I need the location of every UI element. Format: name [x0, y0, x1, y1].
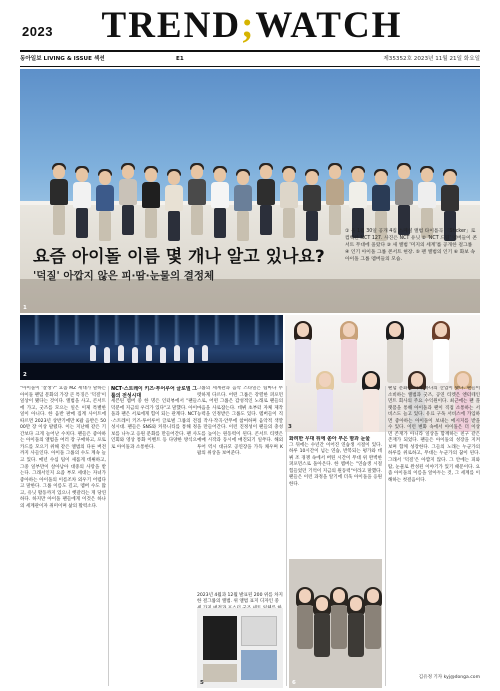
hero-shadow	[20, 279, 480, 313]
girl-group-member-figure	[385, 323, 405, 383]
article-text: "아이돌이 '잘생'?" 요즘 MZ 세대가 말하는 아이돌 팬덤 문화의 가장 큰 특징은 '덕질'이 일상이 됐다는 것이다. 앨범을 사고, 콘서트에 가고, 굿즈를 모으는 일은 이제 특별한 일이 아니다. 한 음반 판매 집계 사이트에 따르면 2023년 상반기에만 K팝 음반은 5000만 장 이상 팔렸다. 이는 지난해 같은 기간보다 크게 늘어난 수치다. 팬들은 좋아하는 아이돌의 앨범을 여러 장 구매하고, 포토카드를 모으기 위해 같은 앨범의 다른 버전까지 사들인다. 아이돌 그룹의 수도 계속 늘고 있다. 매년 수십 팀이 새롭게 데뷔하고, 그중 일부만이 살아남아 대중의 사랑을 받는다. 그래서인지 요즘 부모 세대는 자녀가 좋아하는 아이돌의 이름조차 외우기 어렵다고 말한다. 그룹 이름도 길고, 멤버 수도 많고, 유닛 활동까지 있으니 헷갈리는 게 당연하다. 하지만 아이돌 팬들에게 이것은 하나의 세계관이자 취미이며 삶의 활력소다.	[20, 386, 106, 509]
article-column-3	[197, 386, 283, 591]
publisher-label: 동아일보 LIVING & ISSUE 섹션	[20, 56, 105, 62]
dancer-figure	[160, 347, 166, 363]
subline-rule	[20, 66, 480, 67]
brand-semicolon: ;	[241, 5, 256, 46]
photo-number: 1	[23, 305, 27, 311]
photo-number: 2	[23, 372, 27, 378]
album-cover	[241, 650, 277, 680]
girl-group-member-figure	[315, 373, 335, 432]
column-divider	[108, 386, 109, 686]
concert-photo	[20, 315, 283, 380]
dancer-figure	[90, 345, 96, 361]
dancer-figure	[146, 345, 152, 361]
article-column-5	[388, 386, 480, 686]
masthead-title	[62, 4, 442, 48]
hero-caption: ① 올 1월 30일 공개 4집 스페셜 앨범 타이틀곡 「Sticker」로 컴백한 NCT 127. 사진은 NCT 유닛 ② 'NCT 드림' 멤버들이 콘서트 무대에 올랐다 ③ 새 앨범 '미지의 세계'를 공개한 걸그룹 ④ 인기 아이돌 그룹 콘서트 현장. ⑤ 팬 앨범의 인기 ⑥ 화보 속 아이돌 그룹 멤버들의 모습.	[345, 229, 477, 262]
article-column-2	[111, 386, 197, 514]
photo-number: 3	[288, 424, 292, 430]
issue-date: 제35352호 2023년 11월 21일 화요일	[383, 56, 480, 62]
brand-word-watch: WATCH	[255, 5, 403, 46]
dancer-figure	[202, 345, 208, 361]
masthead	[0, 0, 500, 62]
dancer-figure	[104, 347, 110, 363]
article-subhead: 화려한 무대 뒤에 쏟아 부은 땀과 눈물	[289, 436, 371, 442]
album-cover	[203, 664, 237, 682]
girl-group-member-figure	[361, 373, 381, 432]
girl-group-member-figure	[431, 323, 451, 383]
section-label: E1	[176, 56, 184, 62]
article-text: 팬덤 문화는 이제 하나의 산업이 됐다. 팬들이 소비하는 앨범과 굿즈, 공연 티켓은 엔터테인먼트 회사의 주요 수익원이다. 최근에는 팬 플랫폼을 통해 아이돌과 팬이 직접 소통하는 서비스도 늘고 있다. 유료 구독 서비스에 가입하면 좋아하는 아이돌이 보내는 메시지를 받을 수 있다. 이런 변화 속에서 아이돌은 더 이상 먼 존재가 아니라 일상을 함께하는 친구 같은 존재가 되었다. 팬들은 아이돌의 성장을 지켜보며 함께 성장한다. 그들의 노래는 누군가의 하루를 위로하고, 무대는 누군가의 꿈이 된다. 그래서 '덕질'은 아깝지 않다. 그 안에는 피와 땀, 눈물로 완성된 이야기가 있기 때문이다. 요즘 아이돌의 이름을 알아두는 것, 그 세계를 이해하는 첫걸음이다.	[388, 386, 480, 483]
photo-caption: 2023년 4월과 12월 발표된 200 위를 차지한 걸그룹의 앨범. 위 앨범 표지 디자인 중	[197, 593, 283, 605]
photo-number: 6	[292, 680, 296, 686]
headline: 요즘 아이돌 이름 몇 개나 알고 있나요?	[33, 247, 325, 267]
dancer-figure	[132, 347, 138, 363]
article-text: 그 뒤에는 수년간 이어진 연습생 시절이 있다. 하루 10시간이 넘는 연습, 반복되는 평가와 데뷔 조 경쟁 속에서 버틴 시간이 무대 위 완벽한 퍼포먼스로 돌아온다. 한 멤버는 "연습생 시절 힘들었던 기억이 지금의 원동력"이라고 말했다. 팬들은 이런 과정을 알기에 더욱 아이돌을 응원한다.	[289, 442, 382, 487]
album-cover	[241, 616, 277, 646]
article-column-1	[20, 386, 106, 686]
girl-group-member-figure	[339, 323, 359, 383]
byline: 김유정 기자 kyj@donga.com	[418, 675, 480, 680]
masthead-rule	[20, 50, 480, 52]
masthead-subline	[20, 54, 480, 64]
brand-word-trend: TREND	[101, 5, 242, 46]
photo-number: 5	[200, 680, 204, 686]
album-photo	[197, 608, 283, 688]
album-cover	[203, 616, 237, 660]
article-text: 세븐틴 멤버 중 한 명은 인터뷰에서 "팬들 덕분에 지금의 우리가 있다"고 말했다. 아이돌과 팬은 서로에게 힘이 되는 관계다. NCT·스트레이 키즈·투어루어 글로벌 그룹의 전성시대. 팬들은 SNS와 커뮤니티를 통해 정보를 나누고 응원 문화를 만들어간다. 팬 사인회와 영상 통화 이벤트 등 다양한 방식으로 아이돌과 소통한다.	[111, 399, 197, 450]
girl-group-member-figure	[293, 323, 313, 383]
portrait-member-figure	[363, 589, 382, 649]
masthead-year: 2023	[22, 24, 53, 39]
article-subhead: NCT·스트레이 키즈·투어루어 글로벌 그룹의 전성시대	[111, 386, 197, 399]
audience	[20, 363, 283, 380]
article-text: 그룹의 세계관과 음악 스타일은 팀마다 뚜렷하게 다르다. 어떤 그룹은 강렬한 퍼포먼스로, 어떤 그룹은 감성적인 노래로 팬들의 마음을 사로잡는다. 데뷔 초부터 자체 제작 능력을 인정받은 그룹도 있다. 멤버들이 직접 작사·작곡·안무에 참여하며 음악적 색깔을 만들어간다. 이런 진정성이 팬들의 충성도를 높이는 원동력이 된다. 콘서트 티켓은 예매 시작과 동시에 매진되기 일쑤다. 해외 투어 역시 대규모 공연장을 가득 채우며 K팝의 위상을 보여준다.	[197, 386, 283, 457]
column-divider	[286, 386, 287, 686]
stage-lights	[20, 315, 283, 345]
dancer-figure	[188, 347, 194, 363]
column-divider	[385, 386, 386, 686]
article-column-4	[289, 436, 382, 556]
deck-subtitle: '덕질' 아깝지 않은 피·땀·눈물의 결정체	[33, 270, 215, 282]
dancer-figure	[118, 345, 124, 361]
dancer-figure	[174, 345, 180, 361]
group-portrait-photo	[289, 559, 382, 688]
